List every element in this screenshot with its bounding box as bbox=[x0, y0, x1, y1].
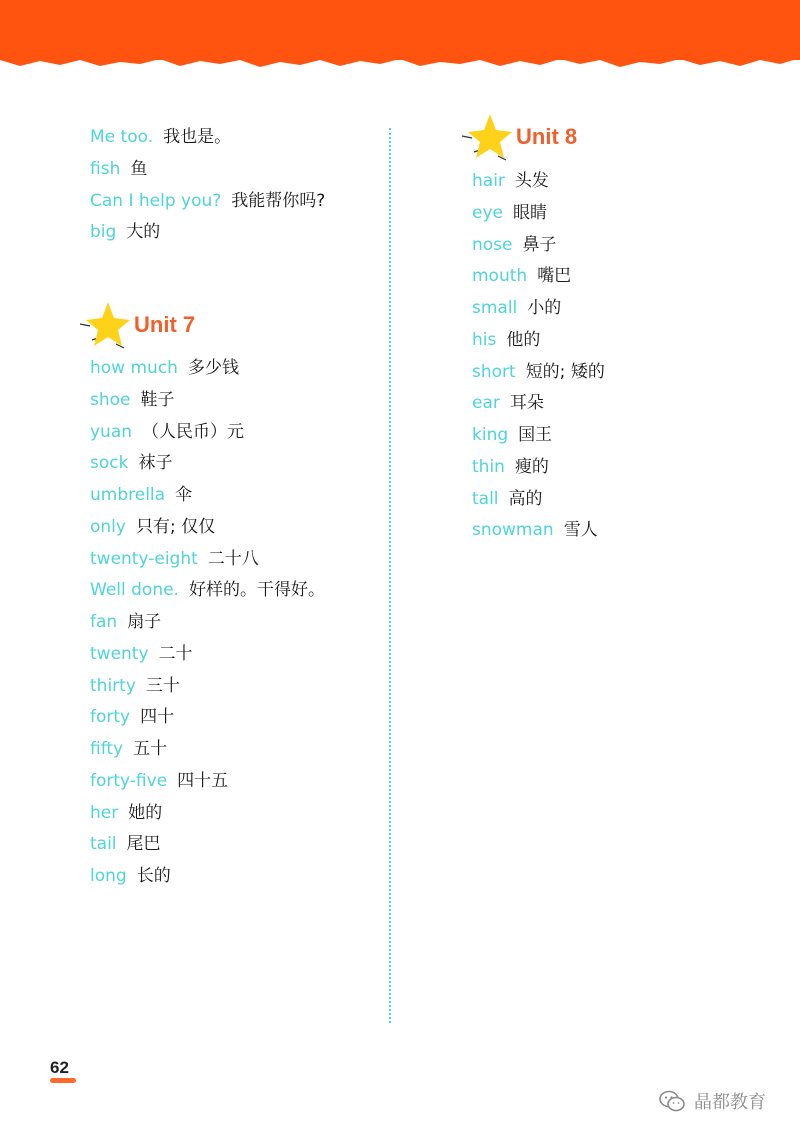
vocab-entry bbox=[90, 861, 380, 893]
english-word: twenty bbox=[90, 643, 149, 664]
chinese-meaning: 瘦的 bbox=[514, 456, 549, 477]
star-icon bbox=[78, 300, 134, 350]
english-word: tail bbox=[90, 834, 117, 855]
english-word: eye bbox=[472, 202, 503, 223]
vocab-entry bbox=[472, 166, 772, 198]
left-column-intro bbox=[90, 122, 380, 249]
chinese-meaning: 他的 bbox=[506, 329, 541, 350]
vocab-entry bbox=[472, 484, 772, 516]
chinese-meaning: 高的 bbox=[508, 488, 543, 509]
unit-8-list bbox=[472, 166, 772, 547]
unit-7-list bbox=[90, 353, 380, 893]
english-word: long bbox=[90, 866, 127, 886]
watermark-text: 晶都教育 bbox=[694, 1092, 766, 1113]
chinese-meaning: 二十八 bbox=[207, 548, 259, 569]
chinese-meaning: 三十 bbox=[145, 675, 180, 696]
top-banner bbox=[0, 0, 800, 60]
vocab-entry bbox=[90, 480, 380, 512]
english-word: sock bbox=[90, 453, 129, 474]
vocab-entry bbox=[90, 544, 380, 576]
torn-edge bbox=[0, 40, 800, 70]
chinese-meaning: 耳朵 bbox=[509, 393, 544, 414]
vocab-entry bbox=[90, 798, 380, 830]
star-icon bbox=[460, 112, 516, 162]
english-word: snowman bbox=[472, 520, 554, 541]
english-word: forty bbox=[90, 707, 131, 728]
vocab-entry bbox=[472, 452, 772, 484]
vocab-entry bbox=[90, 217, 380, 249]
vocab-entry bbox=[90, 448, 380, 480]
chinese-meaning: 鼻子 bbox=[522, 234, 557, 255]
chinese-meaning: （人民币）元 bbox=[142, 421, 245, 442]
chinese-meaning: 只有; 仅仅 bbox=[135, 516, 216, 537]
chinese-meaning: 五十 bbox=[133, 739, 168, 759]
chinese-meaning: 雪人 bbox=[563, 520, 598, 541]
watermark bbox=[658, 1088, 766, 1114]
vocab-entry bbox=[90, 829, 380, 861]
english-word: her bbox=[90, 802, 119, 823]
vocab-entry bbox=[472, 230, 772, 262]
chinese-meaning: 袜子 bbox=[138, 453, 173, 474]
chinese-meaning: 我能帮你吗? bbox=[231, 190, 326, 211]
vocab-entry bbox=[90, 154, 380, 186]
chinese-meaning: 她的 bbox=[128, 802, 163, 823]
chinese-meaning: 我也是。 bbox=[163, 127, 232, 147]
english-word: only bbox=[90, 516, 126, 537]
vocab-entry bbox=[90, 122, 380, 154]
chinese-meaning: 四十 bbox=[140, 707, 175, 728]
chinese-meaning: 好样的。干得好。 bbox=[188, 580, 325, 601]
english-word: ear bbox=[472, 393, 500, 414]
column-divider bbox=[389, 128, 391, 1023]
vocab-entry bbox=[472, 515, 772, 547]
english-word: nose bbox=[472, 234, 513, 255]
vocab-entry bbox=[472, 198, 772, 230]
vocab-entry bbox=[90, 734, 380, 766]
english-word: umbrella bbox=[90, 485, 166, 505]
page-number: 62 bbox=[50, 1058, 69, 1077]
vocab-list bbox=[90, 353, 380, 893]
english-word: short bbox=[472, 361, 516, 382]
vocab-entry bbox=[90, 353, 380, 385]
chinese-meaning: 尾巴 bbox=[126, 834, 161, 855]
english-word: thin bbox=[472, 456, 505, 477]
english-word: mouth bbox=[472, 266, 528, 287]
unit-title: Unit 7 bbox=[134, 312, 196, 337]
vocab-entry bbox=[90, 607, 380, 639]
vocab-entry bbox=[472, 420, 772, 452]
chinese-meaning: 大的 bbox=[126, 222, 161, 243]
vocab-entry bbox=[90, 766, 380, 798]
chinese-meaning: 扇子 bbox=[127, 612, 162, 632]
unit-8-header bbox=[460, 112, 577, 162]
english-word: fish bbox=[90, 158, 121, 179]
vocab-entry bbox=[90, 186, 380, 218]
chinese-meaning: 头发 bbox=[514, 171, 549, 191]
vocab-entry bbox=[472, 357, 772, 389]
english-word: his bbox=[472, 329, 497, 350]
unit-7-header bbox=[78, 300, 195, 350]
english-word: Me too. bbox=[90, 127, 154, 147]
chinese-meaning: 四十五 bbox=[177, 770, 229, 791]
english-word: shoe bbox=[90, 389, 131, 410]
vocab-entry bbox=[90, 671, 380, 703]
vocab-entry bbox=[472, 293, 772, 325]
vocab-entry bbox=[90, 417, 380, 449]
english-word: Can I help you? bbox=[90, 190, 222, 211]
english-word: fan bbox=[90, 612, 118, 632]
vocab-entry bbox=[472, 325, 772, 357]
vocab-entry bbox=[90, 639, 380, 671]
vocab-list bbox=[472, 166, 772, 547]
english-word: forty-five bbox=[90, 770, 168, 791]
vocab-entry bbox=[472, 388, 772, 420]
vocab-entry bbox=[472, 261, 772, 293]
chinese-meaning: 小的 bbox=[527, 298, 562, 318]
english-word: how much bbox=[90, 358, 178, 378]
chinese-meaning: 多少钱 bbox=[187, 358, 239, 378]
chinese-meaning: 长的 bbox=[136, 866, 171, 886]
english-word: hair bbox=[472, 171, 505, 191]
english-word: big bbox=[90, 222, 117, 243]
chinese-meaning: 国王 bbox=[518, 425, 553, 445]
english-word: small bbox=[472, 298, 518, 318]
chinese-meaning: 二十 bbox=[158, 643, 193, 664]
english-word: thirty bbox=[90, 675, 136, 696]
chinese-meaning: 短的; 矮的 bbox=[525, 361, 605, 382]
unit-title: Unit 8 bbox=[516, 124, 578, 149]
page-number-underline bbox=[50, 1078, 76, 1083]
english-word: tall bbox=[472, 488, 499, 509]
chinese-meaning: 眼睛 bbox=[512, 202, 547, 223]
vocab-entry bbox=[90, 702, 380, 734]
wechat-icon bbox=[658, 1089, 686, 1113]
english-word: Well done. bbox=[90, 580, 179, 601]
english-word: yuan bbox=[90, 421, 133, 442]
chinese-meaning: 嘴巴 bbox=[537, 266, 572, 287]
vocab-list bbox=[90, 122, 380, 249]
vocab-entry bbox=[90, 512, 380, 544]
chinese-meaning: 鱼 bbox=[130, 158, 148, 179]
english-word: twenty-eight bbox=[90, 548, 198, 569]
vocab-entry bbox=[90, 575, 380, 607]
chinese-meaning: 鞋子 bbox=[140, 389, 175, 410]
chinese-meaning: 伞 bbox=[175, 485, 193, 505]
english-word: fifty bbox=[90, 739, 124, 759]
vocab-entry bbox=[90, 385, 380, 417]
english-word: king bbox=[472, 425, 509, 445]
